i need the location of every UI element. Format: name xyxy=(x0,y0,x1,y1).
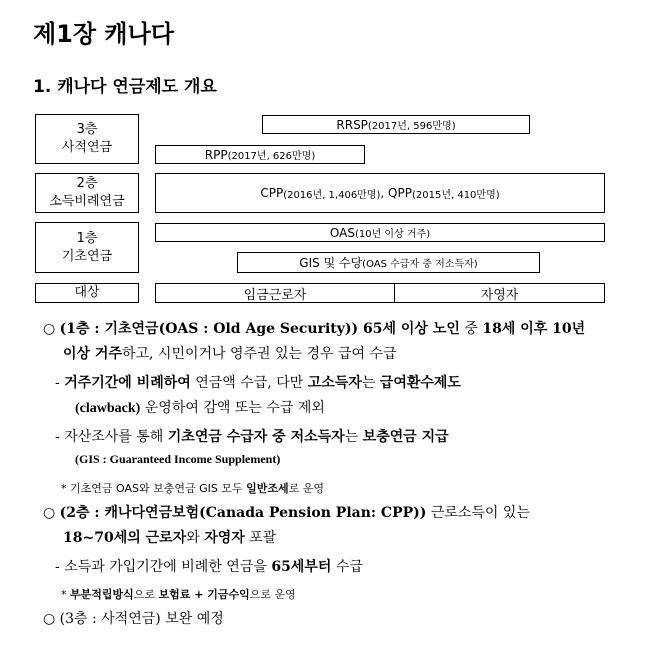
d1-t1: 거주기간에 비례하여 xyxy=(64,375,191,391)
n2-t4: 으로 운영 xyxy=(249,588,296,601)
b2-t2: 18~70세의 근로자 xyxy=(63,530,187,546)
b1-t5: 하고, 시민이거나 영주권 있는 경우 급여 수급 xyxy=(121,346,397,362)
d1-t4: 는 xyxy=(361,375,380,391)
cpp-name: CPP xyxy=(260,186,284,200)
n2-t2: 으로 xyxy=(133,588,159,601)
bullet: ○ xyxy=(43,611,56,627)
oas-name: OAS xyxy=(329,225,355,240)
self-employed-cell: 자영자 xyxy=(480,287,519,303)
d3-t3: 수급 xyxy=(331,559,363,575)
dash: - xyxy=(55,559,60,575)
n1-t3: 로 운영 xyxy=(288,482,324,495)
tier1-label: 기초연금 xyxy=(61,248,113,264)
rrsp-name: RRSP xyxy=(336,117,368,132)
note-star: * xyxy=(61,588,67,601)
d2-t5: (GIS : Guaranteed Income Supplement) xyxy=(75,452,281,466)
b1-heading: (1층 : 기초연금(OAS : Old Age Security)) xyxy=(59,321,359,337)
gis-detail: (OAS 수급자 중 저소득자) xyxy=(362,259,478,270)
n2-line xyxy=(61,586,296,602)
gis-name: GIS 및 수당 xyxy=(299,256,363,270)
b1-t1: 65세 이상 노인 xyxy=(358,321,460,337)
b1-t3: 18세 이후 10년 xyxy=(482,321,586,337)
d2-t1: 자산조사를 통해 xyxy=(64,429,168,445)
n1-t1: 기초연금 OAS와 보충연금 GIS 모두 xyxy=(70,482,247,495)
n2-t1: 부분적립방식 xyxy=(70,588,134,601)
d3-t2: 65세부터 xyxy=(271,559,332,575)
d2-t3: 는 xyxy=(344,429,363,445)
wage-earner-cell: 임금근로자 xyxy=(156,284,395,302)
b2-t5: 포괄 xyxy=(244,530,277,546)
b1-line2 xyxy=(63,343,397,363)
b1-line1 xyxy=(43,318,585,338)
tier3-number: 3층 xyxy=(76,122,98,137)
b2-t3: 와 xyxy=(186,530,205,546)
d2-line1 xyxy=(55,426,449,446)
n2-t3: 보험료 + 기금수익 xyxy=(158,588,250,601)
cpp-detail: (2016년, 1,406만명) xyxy=(283,189,381,201)
rpp-detail: (2017년, 626만명) xyxy=(227,151,316,162)
qpp-detail: (2015년, 410만명) xyxy=(411,189,500,201)
dash: - xyxy=(55,375,60,391)
b2-line2 xyxy=(63,527,276,547)
d2-t4: 보충연금 지급 xyxy=(362,429,449,445)
chapter-title: 제1장 캐나다 xyxy=(33,20,174,48)
b1-t2: 중 xyxy=(459,321,483,337)
d3-t1: 소득과 가입기간에 비례한 연금을 xyxy=(64,559,272,575)
d1-line2 xyxy=(75,397,325,417)
d1-t6: (clawback) xyxy=(75,401,141,416)
target-label: 대상 xyxy=(74,285,100,300)
d1-t5: 급여환수제도 xyxy=(379,375,461,391)
n1-line xyxy=(61,480,324,496)
oas-detail: (10년 이상 거주) xyxy=(354,229,431,240)
d1-line1 xyxy=(55,372,461,392)
dash: - xyxy=(55,429,60,445)
b2-line1 xyxy=(43,502,530,522)
b2-t1: 근로소득이 있는 xyxy=(426,505,530,521)
n1-t2: 일반조세 xyxy=(246,482,289,495)
d1-t7: 운영하여 감액 또는 수급 제외 xyxy=(140,400,325,416)
bullet: ○ xyxy=(43,505,56,521)
tier2-label: 소득비례연금 xyxy=(49,194,125,209)
rrsp-detail: (2017년, 596만명) xyxy=(367,121,456,132)
d1-t2: 연금액 수급, 다만 xyxy=(190,375,308,391)
qpp-name: QPP xyxy=(388,186,412,200)
b2-t4: 자영자 xyxy=(204,530,245,546)
d3-line xyxy=(55,556,363,576)
section-title: 1. 캐나다 연금제도 개요 xyxy=(33,77,217,97)
rpp-name: RPP xyxy=(204,147,228,162)
b3-line xyxy=(43,608,224,628)
tier1-number: 1층 xyxy=(76,230,98,246)
d2-t2: 기초연금 수급자 중 저소득자 xyxy=(167,429,345,445)
b2-heading: (2층 : 캐나다연금보험(Canada Pension Plan: CPP)) xyxy=(59,505,427,521)
b1-t4: 이상 거주 xyxy=(63,346,122,362)
tier3-label: 사적연금 xyxy=(61,140,113,155)
bullet: ○ xyxy=(43,321,56,337)
cpp-separator: , xyxy=(380,186,389,200)
tier2-number: 2층 xyxy=(76,176,98,191)
note-star: * xyxy=(61,482,67,495)
b3-t1: (3층 : 사적연금) 보완 예정 xyxy=(59,611,224,627)
d2-line2 xyxy=(75,452,280,467)
d1-t3: 고소득자 xyxy=(307,375,362,391)
